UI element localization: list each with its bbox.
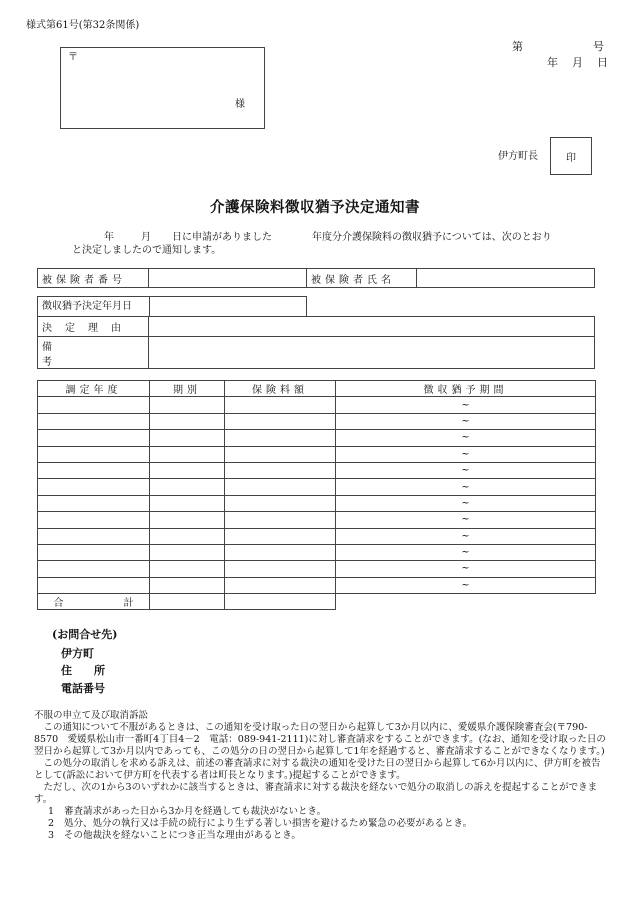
insured-number-label: 被保険者番号 (38, 269, 149, 288)
intro-year: 年 (104, 232, 114, 243)
contact-phone-label: 電話番号 (61, 682, 105, 695)
fiscal-year-cell[interactable] (38, 479, 150, 495)
deferral-period-cell[interactable]: ~ (336, 430, 596, 446)
notes-item-num: 1 (48, 806, 55, 817)
postal-mark: 〒 (68, 52, 78, 63)
intro-month: 月 (141, 232, 151, 243)
deferral-period-cell[interactable]: ~ (336, 512, 596, 528)
fiscal-year-cell[interactable] (38, 430, 150, 446)
grid-row (38, 479, 596, 495)
notes-item (48, 818, 606, 830)
term-cell[interactable] (150, 495, 225, 511)
contact-town: 伊方町 (61, 647, 94, 660)
insured-number-field[interactable] (149, 269, 307, 288)
grid-row (38, 544, 596, 560)
premium-cell[interactable] (225, 397, 336, 413)
mayor-label: 伊方町長 (498, 151, 538, 162)
premium-cell[interactable] (225, 528, 336, 544)
term-cell[interactable] (150, 561, 225, 577)
deferral-period-cell[interactable]: ~ (336, 397, 596, 413)
notes-para3: ただし、次の1から3のいずれかに該当するときは、審査請求に対する裁決を経ないで処分の取消しの訴えを提起することができます。 (34, 782, 598, 805)
fiscal-year-cell[interactable] (38, 544, 150, 560)
grid-row (38, 462, 596, 478)
grid-row (38, 446, 596, 462)
premium-cell[interactable] (225, 495, 336, 511)
premium-cell[interactable] (225, 413, 336, 429)
reason-field[interactable] (149, 317, 595, 337)
grid-row (38, 413, 596, 429)
remarks-field[interactable] (149, 337, 595, 369)
fiscal-year-cell[interactable] (38, 528, 150, 544)
grid-row (38, 561, 596, 577)
contact-heading: (お問合せ先) (52, 628, 118, 641)
reason-label: 決定理由 (38, 317, 149, 337)
deferral-period-cell[interactable]: ~ (336, 479, 596, 495)
decision-date-label: 徴収猶予決定年月日 (42, 301, 132, 312)
premium-cell[interactable] (225, 430, 336, 446)
grid-row (38, 577, 596, 593)
grid-row (38, 430, 596, 446)
term-cell[interactable] (150, 528, 225, 544)
fiscal-year-cell[interactable] (38, 512, 150, 528)
fiscal-year-cell[interactable] (38, 397, 150, 413)
premium-grid (37, 380, 596, 610)
deferral-period-cell[interactable]: ~ (336, 528, 596, 544)
notes-item-text: その他裁決を経ないことにつき正当な理由があるとき。 (64, 830, 301, 841)
notes-para1: この通知について不服があるときは、この通知を受け取った日の翌日から起算して3か月以内に、愛媛県介護保険審査会(〒790-8570 愛媛県松山市一番町4丁目4－2 電話：089-941-2111)に対し審査請求をすることができます。(なお、通知を受け取った日の翌日から起算して3か月以内であっても、この処分の日の翌日から起算して1年を経過すると、審査請求することができなくなります。) (34, 722, 606, 757)
premium-cell[interactable] (225, 446, 336, 462)
deferral-period-cell[interactable]: ~ (336, 544, 596, 560)
deferral-period-cell[interactable]: ~ (336, 577, 596, 593)
term-cell[interactable] (150, 446, 225, 462)
fiscal-year-cell[interactable] (38, 413, 150, 429)
notes-item-text: 処分、処分の執行又は手続の続行により生ずる著しい損害を避けるため緊急の必要があるとき。 (64, 818, 473, 829)
col-fiscal-year: 調定年度 (38, 381, 150, 397)
intro-day-text: 日に申請がありました (172, 232, 272, 243)
seal-box: 印 (550, 137, 592, 175)
form-number: 様式第61号(第32条関係) (26, 20, 140, 31)
date-month: 月 (572, 56, 583, 69)
col-term: 期別 (150, 381, 225, 397)
term-cell[interactable] (150, 479, 225, 495)
term-cell[interactable] (150, 544, 225, 560)
fiscal-year-cell[interactable] (38, 561, 150, 577)
grid-row (38, 495, 596, 511)
premium-cell[interactable] (225, 577, 336, 593)
deferral-period-cell[interactable]: ~ (336, 462, 596, 478)
intro-line2: と決定しましたので通知します。 (72, 245, 222, 256)
grid-row (38, 528, 596, 544)
decision-date-row (37, 296, 307, 317)
insured-name-label: 被保険者氏名 (307, 269, 417, 288)
notes-item-text: 審査請求があった日から3か月を経過しても裁決がないとき。 (64, 806, 327, 817)
address-box (60, 47, 265, 129)
col-deferral-period: 徴収猶予期間 (336, 381, 596, 397)
contact-address-label: 住 所 (61, 664, 105, 677)
notes-heading: 不服の申立て及び取消訴訟 (34, 710, 149, 721)
premium-cell[interactable] (225, 561, 336, 577)
notes-para2: この処分の取消しを求める訴えは、前述の審査請求に対する裁決の通知を受けた日の翌日から起算して6か月以内に、伊方町を被告として(訴訟において伊方町を代表する者は町長となります。)提起することができます。 (34, 758, 601, 781)
date-day: 日 (597, 56, 608, 69)
date-year: 年 (547, 56, 558, 69)
fiscal-year-cell[interactable] (38, 577, 150, 593)
notes-item (48, 806, 606, 818)
term-cell[interactable] (150, 397, 225, 413)
deferral-period-cell[interactable]: ~ (336, 495, 596, 511)
total-premium-field[interactable] (225, 594, 336, 610)
total-spacer (150, 594, 225, 610)
notes-item-num: 3 (48, 830, 55, 841)
term-cell[interactable] (150, 430, 225, 446)
term-cell[interactable] (150, 462, 225, 478)
remarks-label: 備考 (38, 337, 149, 369)
doc-number-go: 号 (593, 40, 604, 53)
deferral-period-cell[interactable]: ~ (336, 413, 596, 429)
grid-row (38, 397, 596, 413)
intro-fiscal-text: 年度分介護保険料の徴収猶予については、次のとおり (312, 232, 552, 243)
col-premium: 保険料額 (225, 381, 336, 397)
term-cell[interactable] (150, 512, 225, 528)
total-label: 合 計 (38, 594, 150, 610)
honorific-sama: 様 (235, 99, 245, 110)
appeal-notes (34, 710, 606, 842)
insured-name-field[interactable] (417, 269, 595, 288)
fiscal-year-cell[interactable] (38, 495, 150, 511)
deferral-period-cell[interactable]: ~ (336, 446, 596, 462)
notes-item-num: 2 (48, 818, 55, 829)
fiscal-year-cell[interactable] (38, 446, 150, 462)
term-cell[interactable] (150, 413, 225, 429)
grid-row (38, 512, 596, 528)
reason-table (37, 316, 595, 369)
term-cell[interactable] (150, 577, 225, 593)
deferral-period-cell[interactable]: ~ (336, 561, 596, 577)
premium-cell[interactable] (225, 462, 336, 478)
insured-table (37, 268, 595, 288)
notes-item (48, 830, 606, 842)
premium-cell[interactable] (225, 479, 336, 495)
premium-cell[interactable] (225, 544, 336, 560)
document-title: 介護保険料徴収猶予決定通知書 (210, 199, 420, 216)
fiscal-year-cell[interactable] (38, 462, 150, 478)
doc-number-dai: 第 (512, 40, 523, 53)
premium-cell[interactable] (225, 512, 336, 528)
